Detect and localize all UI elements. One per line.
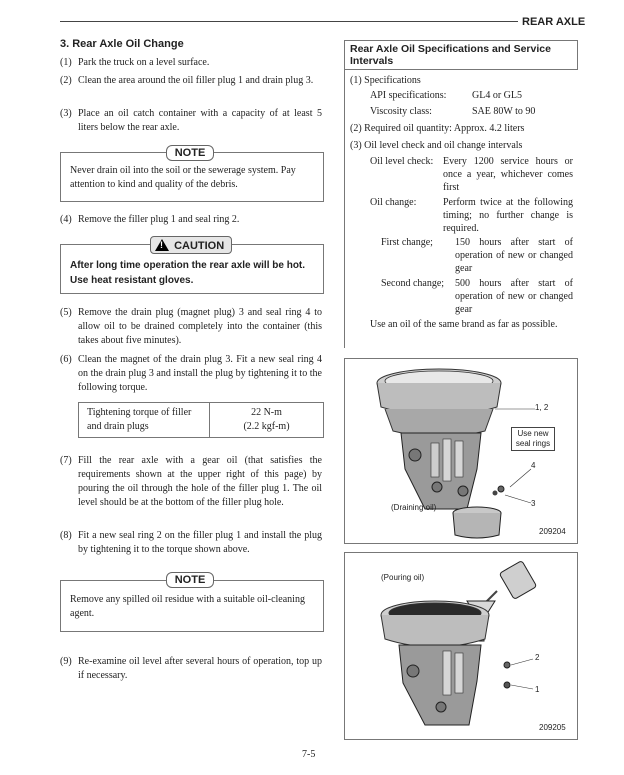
step-text: Place an oil catch container with a capacity of at least 5 liters below the rear axle. [78, 108, 322, 133]
caution-text: After long time operation the rear axle will be hot. Use heat resistant gloves. [70, 260, 306, 286]
oil-change-text: Perform twice at the following timing; no further change is required. [443, 197, 573, 234]
figure-caption: (Pouring oil) [381, 573, 425, 582]
section-title: 3. Rear Axle Oil Change [60, 38, 184, 50]
level-check-label: Oil level check: [370, 156, 434, 167]
page-number: 7-5 [302, 749, 316, 760]
note-text: Remove any spilled oil residue with a suitable oil-cleaning agent. [70, 594, 305, 619]
api-value: GL4 or GL5 [472, 90, 522, 101]
spec-heading: (1) Specifications [350, 75, 421, 86]
torque-value-kgf: (2.2 kgf-m) [243, 421, 290, 432]
axle-fill-illustration [345, 553, 577, 739]
step-text: Fit a new seal ring 2 on the filler plug 1 and install the plug by tightening it to the torque shown above. [78, 530, 322, 555]
required-quantity: (2) Required oil quantity: Approx. 4.2 liters [350, 123, 525, 134]
figure-draining [344, 358, 578, 544]
note-label: NOTE [166, 572, 214, 588]
step-number: (1) [60, 57, 72, 68]
callout-2: 2 [535, 653, 540, 662]
step-text: Remove the drain plug (magnet plug) 3 and seal ring 4 to allow oil to be drained completely into the container (this takes about five minutes). [78, 307, 322, 346]
torque-value: 22 N-m [251, 407, 282, 418]
figure-pouring [344, 552, 578, 740]
step-number: (8) [60, 530, 72, 541]
viscosity-label: Viscosity class: [370, 106, 432, 117]
warning-icon-mark: ! [160, 240, 163, 250]
step-number: (9) [60, 656, 72, 667]
note-text: Never drain oil into the soil or the sewerage system. Pay attention to kind and quality of the debris. [70, 165, 296, 190]
torque-item: Tightening torque of filler and drain plugs [87, 407, 192, 432]
figure-number: 209205 [539, 723, 566, 732]
callout-1-2: 1, 2 [535, 403, 549, 412]
caution-label-text: CAUTION [174, 240, 225, 252]
second-change-label: Second change; [381, 278, 445, 289]
step-text: Remove the filler plug 1 and seal ring 2. [78, 214, 240, 225]
first-change-label: First change; [381, 237, 433, 248]
step-text: Fill the rear axle with a gear oil (that satisfies the requirements shown at the upper right of this page) by pouring the oil through the hole of the filler plug 1. The oil level should be at the bottom of the filler plug hole. [78, 455, 322, 508]
torque-table [78, 402, 324, 438]
figure-number: 209204 [539, 527, 566, 536]
caution-label [150, 236, 232, 254]
note-label: NOTE [166, 145, 214, 161]
axle-drain-illustration [345, 359, 577, 543]
first-change-text: 150 hours after start of operation of new or changed gear [455, 237, 573, 274]
spec-title: Rear Axle Oil Specifications and Service Intervals [350, 43, 551, 67]
step-text: Clean the magnet of the drain plug 3. Fit a new seal ring 4 on the drain plug 3 and install the plug by tightening it to the following torque. [78, 354, 322, 393]
level-check-text: Every 1200 service hours or once a year, whichever comes first [443, 156, 573, 193]
interval-heading: (3) Oil level check and oil change intervals [350, 140, 523, 151]
callout-4: 4 [531, 461, 536, 470]
callout-new-seal-rings: Use new seal rings [511, 427, 555, 451]
api-label: API specifications: [370, 90, 447, 101]
oil-change-label: Oil change: [370, 197, 417, 208]
step-number: (5) [60, 307, 72, 318]
second-change-text: 500 hours after start of operation of new or changed gear [455, 278, 573, 315]
step-number: (4) [60, 214, 72, 225]
callout-3: 3 [531, 499, 536, 508]
step-text: Re-examine oil level after several hours of operation, top up if necessary. [78, 656, 322, 681]
step-number: (2) [60, 75, 72, 86]
step-text: Park the truck on a level surface. [78, 57, 210, 68]
header-rule [60, 21, 572, 22]
callout-1: 1 [535, 685, 540, 694]
spec-left-rule [344, 68, 345, 348]
step-text: Clean the area around the oil filler plug 1 and drain plug 3. [78, 75, 314, 86]
section-header: REAR AXLE [518, 16, 585, 28]
step-number: (7) [60, 455, 72, 466]
figure-caption: (Draining oil) [391, 503, 437, 512]
step-number: (3) [60, 108, 72, 119]
brand-note: Use an oil of the same brand as far as possible. [370, 319, 558, 330]
step-number: (6) [60, 354, 72, 365]
viscosity-value: SAE 80W to 90 [472, 106, 536, 117]
